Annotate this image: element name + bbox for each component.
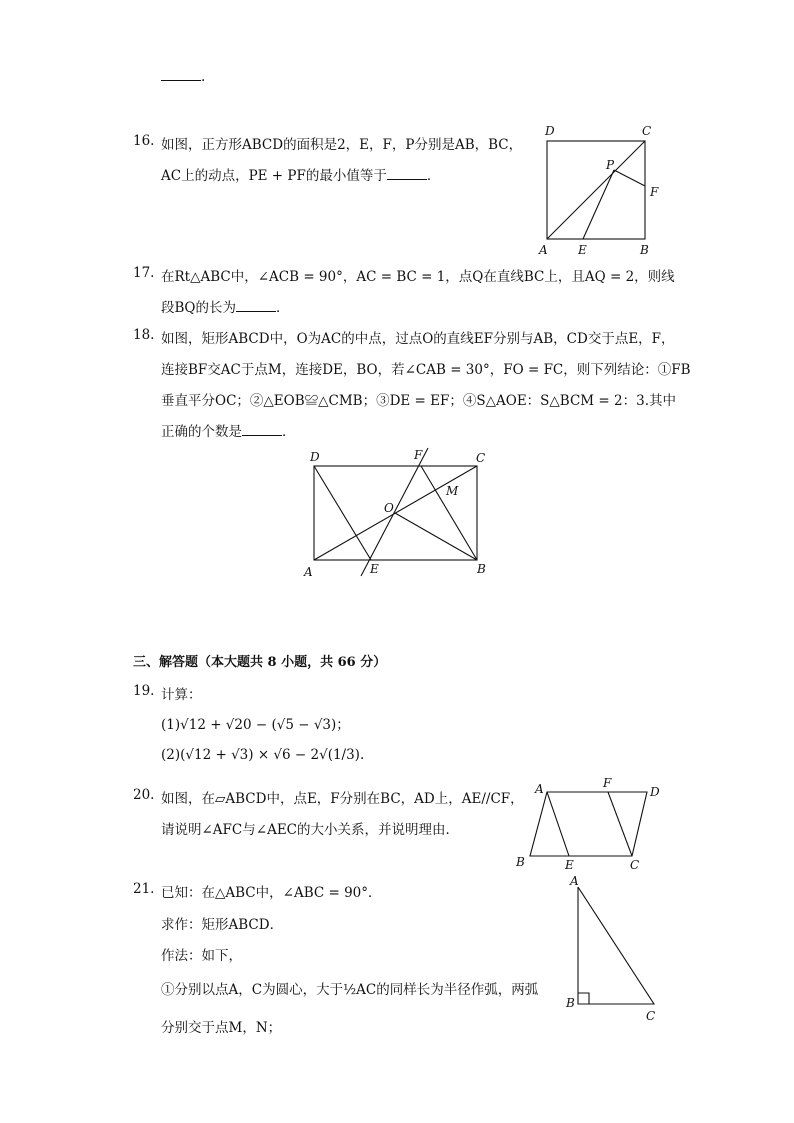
label-d: D [545,124,555,138]
label-e: E [565,858,574,872]
segment-pf [614,170,645,186]
segment-pe [583,170,614,239]
question-text-line2: 连接BF交AC于点M，连接DE，BO，若∠CAB = 30°，FO = FC，则下列结论：①FB [161,362,691,378]
question-text-line5: 分别交于点M，N； [161,1020,282,1036]
label-a: A [570,874,579,888]
label-b: B [516,855,525,869]
right-angle-mark [578,993,589,1004]
question-intro: 计算： [161,687,202,703]
label-b: B [640,243,649,257]
diagonal-ac [547,141,645,239]
label-o: O [384,501,394,515]
segment-fc [608,792,632,856]
answer-blank [161,68,201,81]
segment-de [314,466,371,560]
label-a: A [535,782,544,796]
sub-question-1: (1)√12 + √20 − (√5 − √3)； [161,717,350,733]
question-number: 18. [133,327,155,343]
answer-blank [236,299,276,312]
right-triangle-figure [560,872,670,1024]
answer-blank [242,423,282,436]
question-number: 21. [133,881,155,897]
text-part: ． [426,168,441,184]
label-c: C [642,124,652,138]
text-part: 正确的个数是 [161,424,242,440]
label-f: F [650,185,659,199]
question-text-line3: 作法：如下， [161,948,242,964]
text-part: 段BQ的长为 [161,300,236,316]
label-f: F [603,776,612,790]
question-text-line1: 已知：在△ABC中，∠ABC = 90°． [161,885,382,901]
question-text-line4 [161,420,296,440]
blank-tail: . [201,69,206,85]
segment-ae [547,792,569,856]
label-e: E [370,562,379,576]
question-text-line1: 如图，矩形ABCD中，O为AC的中点，过点O的直线EF分别与AB，CD交于点E，F， [161,331,675,347]
prev-answer-blank [161,68,205,85]
question-number: 20. [133,787,155,803]
label-d: D [310,450,320,464]
question-number: 19. [133,683,155,699]
label-c: C [476,451,486,465]
text-part: ． [282,424,296,440]
line-ef [361,448,428,576]
label-m: M [446,484,459,498]
label-a: A [304,565,313,579]
rectangle-figure [300,442,500,582]
label-b: B [566,996,575,1010]
question-text-line2: 求作：矩形ABCD． [161,917,284,933]
label-e: E [578,243,587,257]
question-text-line1: 如图，正方形ABCD的面积是2，E，F，P分别是AB，BC， [161,137,523,153]
label-c: C [646,1009,656,1023]
question-text-line2: 请说明∠AFC与∠AEC的大小关系，并说明理由． [161,822,460,838]
triangle-abc [578,887,654,1004]
label-a: A [539,243,548,257]
label-f: F [414,448,423,462]
text-part: AC上的动点，PE + PF的最小值等于 [161,168,387,184]
question-text-line1: 如图，在▱ABCD中，点E，F分别在BC，AD上，AE//CF， [161,791,524,807]
text-part: ． [276,300,290,316]
label-b: B [477,562,486,576]
question-text-line3: 垂直平分OC；②△EOB≌△CMB；③DE = EF；④S△AOE：S△BCM = 2：3.其中 [161,393,676,409]
question-text-line2 [161,164,440,184]
label-d: D [650,785,660,799]
square-figure [536,118,666,260]
parallelogram-figure [510,775,670,875]
question-number: 16. [133,133,155,149]
question-text-line2 [161,296,290,316]
section-heading: 三、解答题（本大题共 8 小题，共 66 分） [133,655,387,670]
label-p: P [606,158,615,172]
segment-fb [421,466,477,560]
question-text-line1: 在Rt△ABC中，∠ACB = 90°，AC = BC = 1，点Q在直线BC上，且AQ = 2，则线 [161,269,675,285]
question-text-line4: ①分别以点A，C为圆心，大于½AC的同样长为半径作弧，两弧 [161,982,539,998]
answer-blank [387,167,427,180]
parallelogram-abcd [530,792,647,856]
label-c: C [630,858,640,872]
sub-question-2: (2)(√12 + √3) × √6 − 2√(1/3). [161,747,365,763]
question-number: 17. [133,265,155,281]
segment-bo [395,513,477,560]
